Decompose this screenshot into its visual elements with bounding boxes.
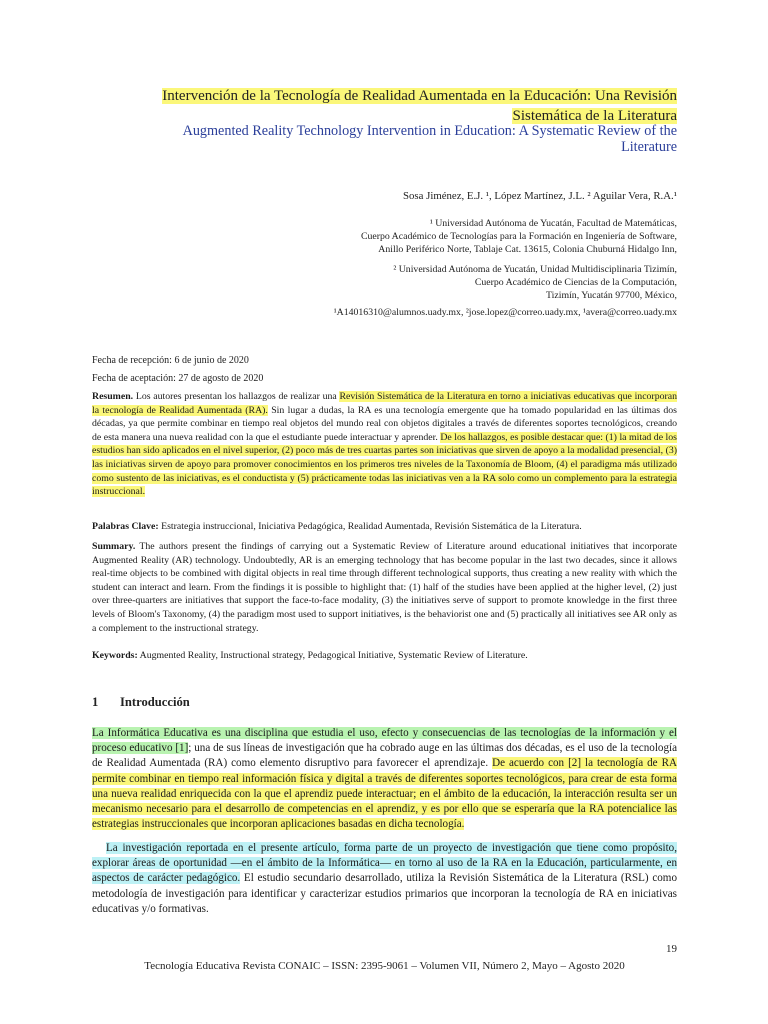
affiliation-1-line: ¹ Universidad Autónoma de Yucatán, Facultad de Matemáticas, xyxy=(429,218,677,229)
title-spanish-line-2: Sistemática de la Literatura xyxy=(512,108,677,124)
title-spanish xyxy=(132,86,677,126)
abstract-english-text: The authors present the findings of carrying out a Systematic Review of Literature around educational initiatives that incorporate Augmented Reality (AR) technology. Undoubtedly, AR is an emerging technology that has become popular in the last two decades, since it allows real-time objects to be combined with digital objects in real time through different technological supports, thus creating a new reality with which the student can interact and learn. From the findings it is possible to highlight that: (1) half of the studies have been applied at the higher level, (2) just over three-quarters are initiatives that support the face-to-face modality, (3) the initiatives serve of support to promote knowledge in the first three levels of Bloom's Taxonomy, (4) the paradigm most used to support initiatives, is the behaviorist one and (5) practically all initiatives see AR only as a complement to the instructional strategy. xyxy=(92,541,677,634)
title-english-line-2: Literature xyxy=(621,139,677,155)
affiliation-2-line: Tizimín, Yucatán 97700, México, xyxy=(546,290,677,301)
abstract-spanish-text: Sin lugar a dudas, la RA es una tecnología emergente que ha tomado popularidad en las últimas dos décadas, ya que permite combinar en tiempo real objetos del mundo real con objetos digitales a través de diferentes soportes tecnológicos, creando de esta manera una nueva realidad con la que el estudiante puede interactuar y aprender. xyxy=(92,404,677,443)
affiliation-1-line: Cuerpo Académico de Tecnologías para la Formación en Ingeniería de Software, xyxy=(360,231,677,242)
affiliation-2-line: ² Universidad Autónoma de Yucatán, Unidad Multidisciplinaria Tizimín, xyxy=(393,264,677,275)
section-number: 1 xyxy=(92,695,99,709)
affiliation-1-line: Anillo Periférico Norte, Tablaje Cat. 13615, Colonia Chuburná Hidalgo Inn, xyxy=(378,244,677,255)
keywords-english-label: Keywords: xyxy=(92,650,138,661)
abstract-spanish-label: Resumen. xyxy=(92,391,134,402)
title-english-line-1: Augmented Reality Technology Intervention in Education: A Systematic Review of the xyxy=(182,123,677,139)
keywords-english xyxy=(92,649,677,663)
body-paragraph xyxy=(92,726,677,832)
keywords-spanish xyxy=(92,520,677,534)
keywords-spanish-text: Estrategia instruccional, Iniciativa Pedagógica, Realidad Aumentada, Revisión Sistemática de la Literatura. xyxy=(158,521,582,532)
paper-page xyxy=(92,0,677,1024)
abstract-spanish xyxy=(92,390,677,499)
keywords-spanish-label: Palabras Clave: xyxy=(92,521,159,532)
affiliation-2 xyxy=(393,263,677,302)
page-footer: Tecnología Educativa Revista CONAIC – ISSN: 2395-9061 – Volumen VII, Número 2, Mayo – Agosto 2020 xyxy=(144,960,625,972)
title-english xyxy=(132,123,677,155)
abstract-spanish-text: Los autores presentan los hallazgos de realizar una xyxy=(133,391,340,402)
paragraph-text: El estudio secundario desarrollado, utiliza la Revisión Sistemática de la Literatura (RSL) como metodología de investigación para identificar y caracterizar estudios primarios que incorporan la tecnología de RA en iniciativas educativas y/o formativas. xyxy=(92,872,677,915)
submission-dates xyxy=(92,352,263,388)
highlight-cyan: La investigación reportada en el presente artículo, forma parte de un proyecto de investigación que tiene como propósito, explorar áreas de oportunidad —en el ámbito de la Informática— en torno al uso de la RA en la Educación, particularmente, en aspectos de carácter pedagógico. xyxy=(92,842,677,885)
paragraph-text: ; una de sus líneas de investigación que ha cobrado auge en las últimas dos décadas, es el uso de la tecnología de Realidad Aumentada (RA) como elemento disruptivo para favorecer el aprendizaje. xyxy=(92,742,677,770)
section-heading xyxy=(92,695,190,710)
section-title: Introducción xyxy=(120,695,190,709)
title-spanish-line-1: Intervención de la Tecnología de Realidad Aumentada en la Educación: Una Revisión xyxy=(162,88,677,104)
keywords-english-text: Augmented Reality, Instructional strategy, Pedagogical Initiative, Systematic Review of Literature. xyxy=(137,650,528,661)
highlight-yellow: De acuerdo con [2] la tecnología de RA permite combinar en tiempo real información física y digital a través de diferentes soportes tecnológicos, para crear de esta forma una nueva realidad enriquecida con la que el aprendiz puede interactuar; en el ámbito de la educación, la interacción resulta ser un mecanismo necesario para el desarrollo de competencias en el aprendiz, y es por ello que se esperaría que la RA potencialice las estrategias instruccionales que incorporan aplicaciones basadas en dicha tecnología. xyxy=(92,757,677,831)
affiliation-1 xyxy=(361,217,677,256)
abstract-spanish-highlight: Revisión Sistemática de la Literatura en torno a iniciativas educativas que incorporan la tecnología de Realidad Aumentada (RA). xyxy=(92,391,678,416)
reception-date: Fecha de recepción: 6 de junio de 2020 xyxy=(92,355,249,366)
page-number: 19 xyxy=(666,943,677,955)
acceptance-date: Fecha de aceptación: 27 de agosto de 2020 xyxy=(92,373,264,384)
abstract-spanish-highlight: De los hallazgos, es posible destacar que: (1) la mitad de los estudios han sido aplicados en el nivel superior, (2) poco más de tres cuartas partes son iniciativas que sirven de apoyo a la modalidad presencial, (3) las iniciativas sirven de apoyo para promover conocimientos en los primeros tres niveles de la Taxonomía de Bloom, (4) el paradigma más utilizado como sustento de las iniciativas, es el conductista y (5) prácticamente todas las iniciativas ven a la RA solo como un complemento para la estrategia instruccional. xyxy=(92,431,677,498)
abstract-english-label: Summary. xyxy=(92,541,136,552)
abstract-english xyxy=(92,540,677,635)
affiliation-2-line: Cuerpo Académico de Ciencias de la Computación, xyxy=(474,277,677,288)
authors: Sosa Jiménez, E.J. ¹, López Martínez, J.L. ² Aguilar Vera, R.A.¹ xyxy=(403,190,677,202)
body-paragraph xyxy=(92,841,677,917)
highlight-green: La Informática Educativa es una disciplina que estudia el uso, efecto y consecuencias de las tecnologías de la información y el proceso educativo [1] xyxy=(92,727,677,755)
author-emails: ¹A14016310@alumnos.uady.mx, ²jose.lopez@correo.uady.mx, ¹avera@correo.uady.mx xyxy=(333,307,677,318)
